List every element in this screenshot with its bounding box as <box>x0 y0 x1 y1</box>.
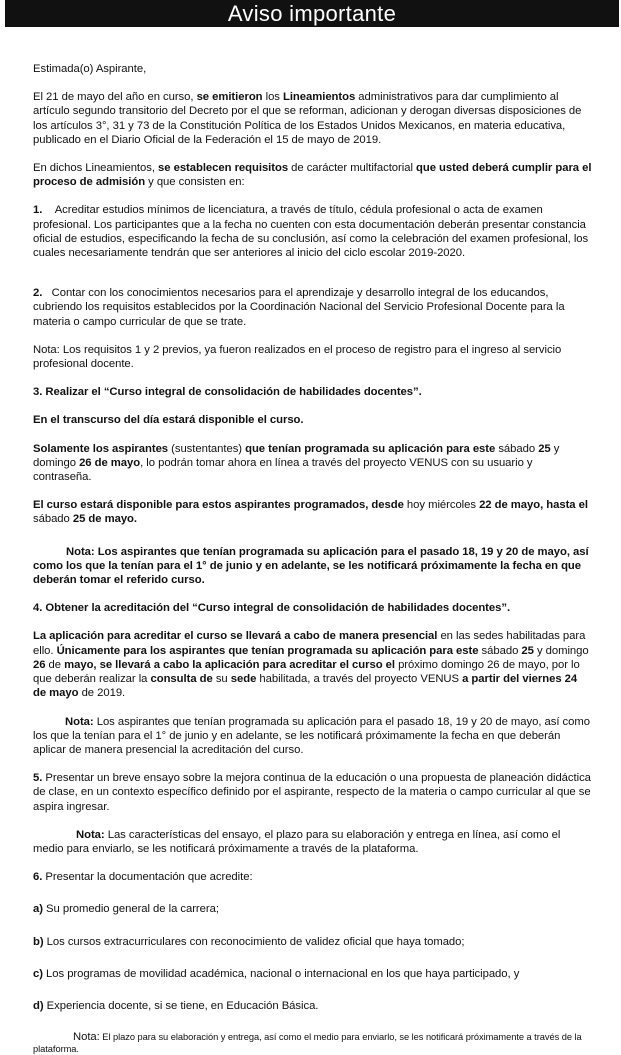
page-title: Aviso importante <box>5 0 619 27</box>
course-note: Nota: Los aspirantes que tenían programada su aplicación para el pasado 18, 19 y 20 de mayo, así como los que la tenían para el 1° de junio y en adelante, se les notificará próximamente la fecha en que deberán tomar el referido curso. <box>33 545 589 587</box>
greeting: Estimada(o) Aspirante, <box>33 63 147 75</box>
course-dates: El curso estará disponible para estos aspirantes programados, desde hoy miércoles 22 de mayo, hasta el sábado 25 de mayo. <box>33 499 588 526</box>
accreditation-note: Nota: Los aspirantes que tenían programada su aplicación para el pasado 18, 19 y 20 de mayo, así como los que la tenían para el 1° de junio y en adelante, se les notificará próximamente la fecha en que deberán aplicar de manera presencial la acreditación del curso. <box>33 715 590 756</box>
final-note: Nota: El plazo para su elaboración y entrega, así como el medio para enviarlo, se les notificará próximamente a través de la plataforma. <box>33 1031 582 1055</box>
requirement-4-heading: 4. Obtener la acreditación del “Curso integral de consolidación de habilidades docentes”. <box>33 602 511 615</box>
document-item-b: b) Los cursos extracurriculares con reconocimiento de validez oficial que haya tomado; <box>33 935 465 948</box>
course-eligibility: Solamente los aspirantes (sustentantes) que tenían programada su aplicación para este sábado 25 y domingo 26 de mayo, lo podrán tomar ahora en línea a través del proyecto VENUS con su usuario y contraseña. <box>33 442 560 484</box>
essay-note: Nota: Las características del ensayo, el plazo para su elaboración y entrega en línea, así como el medio para enviarlo, se les notificará próximamente a través de la plataforma. <box>33 828 561 855</box>
requirement-2: 2. Contar con los conocimientos necesarios para el aprendizaje y desarrollo integral de los educandos, cubriendo los requisitos establecidos por la Coordinación Nacional del Servicio Profesional Docente para la materia o campo curricular de que se trate. <box>33 287 565 328</box>
notice-body <box>33 62 593 1055</box>
document-item-c: c) Los programas de movilidad académica, nacional o internacional en los que haya participado, y <box>33 967 520 980</box>
requirement-6: 6. Presentar la documentación que acredite: <box>33 871 253 884</box>
requirement-3-heading: 3. Realizar el “Curso integral de consolidación de habilidades docentes”. <box>33 386 422 399</box>
course-available: En el transcurso del día estará disponible el curso. <box>33 414 304 427</box>
requirement-5: 5. Presentar un breve ensayo sobre la mejora continua de la educación o una propuesta de planeación didáctica de clase, en un contexto específico definido por el aspirante, respecto de la materia o campo curricular al que se aspira ingresar. <box>33 772 591 813</box>
accreditation-details: La aplicación para acreditar el curso se llevará a cabo de manera presencial en las sedes habilitadas para ello. Únicamente para los aspirantes que tenían programada su aplicación para este sábado 25 y domingo 26 de mayo, se llevará a cabo la aplicación para acreditar el curso el próximo domingo 26 de mayo, por lo que deberán realizar la consulta de su sede habilitada, a través del proyecto VENUS a partir del viernes 24 de mayo de 2019. <box>33 630 589 700</box>
document-item-d: d) Experiencia docente, si se tiene, en Educación Básica. <box>33 999 319 1012</box>
document-item-a: a) Su promedio general de la carrera; <box>33 903 219 916</box>
intro-paragraph: El 21 de mayo del año en curso, se emitieron los Lineamientos administrativos para dar cumplimiento al artículo segundo transitorio del Decreto por el que se reforman, adicionan y derogan diversas disposiciones de los artículos 3°, 31 y 73 de la Constitución Política de los Estados Unidos Mexicanos, en materia educativa, publicado en el Diario Oficial de la Federación el 15 de mayo de 2019. <box>33 91 582 146</box>
requirement-1: 1. Acreditar estudios mínimos de licenciatura, a través de título, cédula profesional o acta de examen profesional. Los participantes que a la fecha no cuenten con esta documentación deberán presentar constancia oficial de estudios, especificando la fecha de su conclusión, así como la celebración del examen profesional, los cuales necesariamente tendrán que ser anteriores al inicio del ciclo escolar 2019-2020. <box>33 204 589 260</box>
note-requirements-1-2: Nota: Los requisitos 1 y 2 previos, ya fueron realizados en el proceso de registro para el ingreso al servicio profesional docente. <box>33 343 562 371</box>
requirements-intro: En dichos Lineamientos, se establecen requisitos de carácter multifactorial que usted deberá cumplir para el proceso de admisión y que consisten en: <box>33 162 592 189</box>
